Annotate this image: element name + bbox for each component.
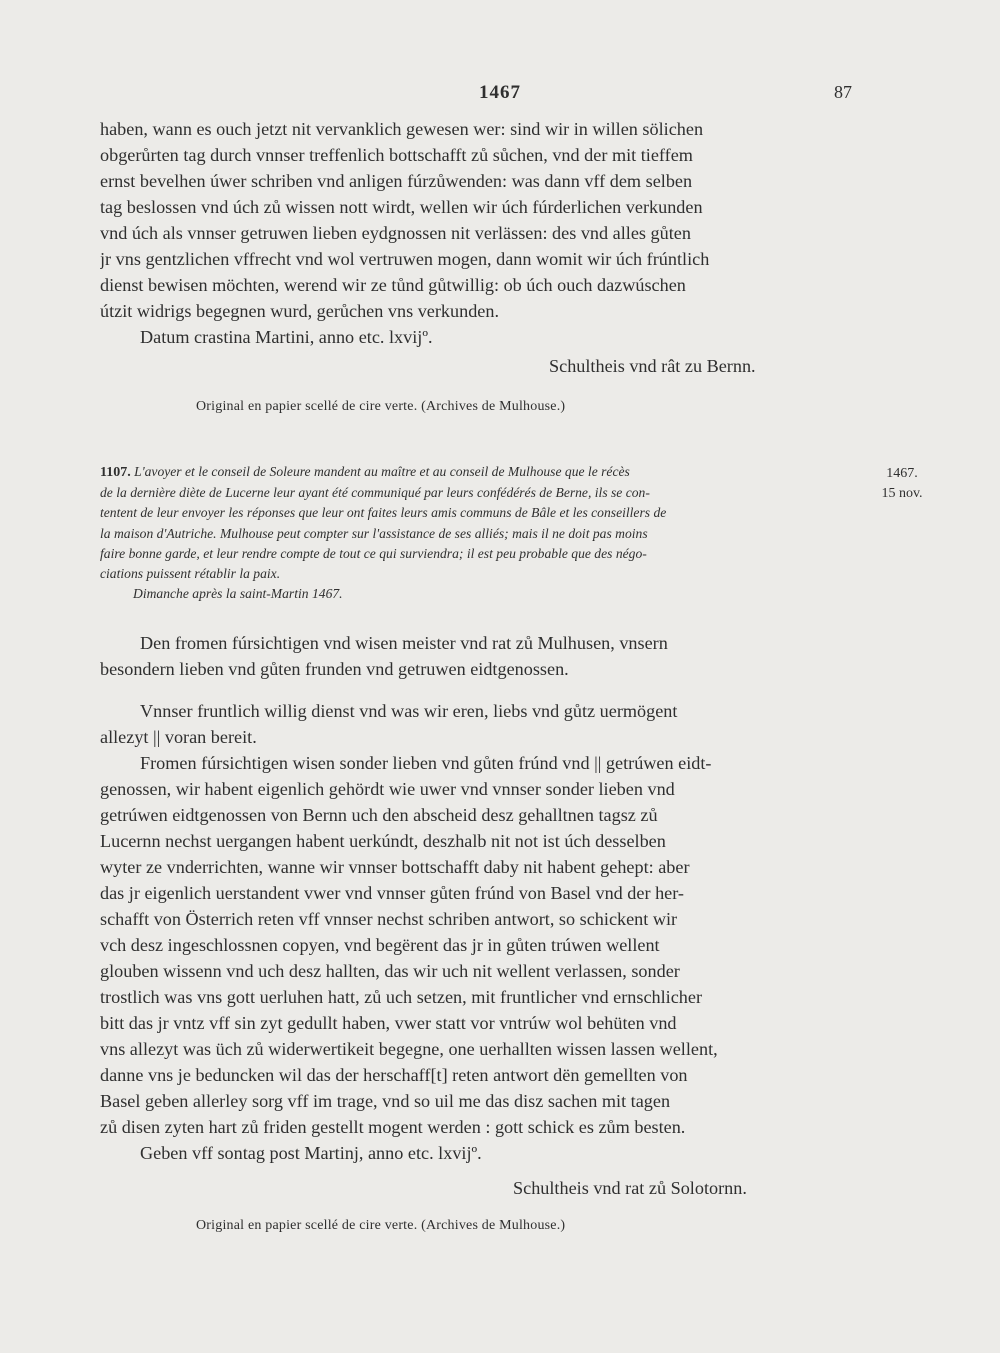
summary-line: de la dernière diète de Lucerne leur ayant été communiqué par leurs confédérés de Berne, ils se con- (100, 485, 650, 501)
text-line: wyter ze vnderrichten, wanne wir vnnser bottschafft daby nit habent gehept: aber (100, 857, 690, 877)
text-line: zů disen zyten hart zů friden gestellt mogent werden : gott schick es zům besten. (100, 1117, 686, 1137)
entry-number: 1107. (100, 465, 131, 480)
page-number: 87 (834, 82, 852, 102)
greeting-line: Vnnser fruntlich willig dienst vnd was wir eren, liebs vnd gůtz uermögent (140, 701, 678, 721)
address-line: besondern lieben vnd gůten frunden vnd getruwen eidtgenossen. (100, 659, 569, 679)
text-line: ernst bevelhen úwer schriben vnd anligen fúrzůwenden: was dann vff dem selben (100, 171, 693, 191)
summary-line: tentent de leur envoyer les réponses que leur ont faites leurs amis communs de Bâle et les conseillers de (100, 505, 667, 521)
letter-1-signature: Schultheis vnd rât zu Bernn. (549, 356, 756, 376)
text-line: bitt das jr vntz vff sin zyt gedullt haben, vwer statt vor vntrúw wol behüten vnd (100, 1013, 677, 1033)
summary-line: la maison d'Autriche. Mulhouse peut compter sur l'assistance de ses alliés; mais il ne doit pas moins (100, 525, 648, 541)
text-line: trostlich was vns gott uerluhen hatt, zů uch setzen, mit fruntlicher vnd ernschlicher (100, 987, 703, 1007)
running-head-year: 1467 (479, 82, 521, 103)
entry-summary (100, 462, 855, 604)
margin-date-note (868, 464, 936, 504)
letter-1-paragraph (100, 116, 852, 350)
letter-2-address (100, 630, 852, 682)
letter-1-date: Datum crastina Martini, anno etc. lxvijº. (140, 327, 433, 347)
letter-1-body (100, 116, 852, 350)
text-line: genossen, wir habent eigenlich gehördt wie uwer vnd vnnser sonder lieben vnd (100, 779, 675, 799)
text-line: Lucernn nechst uergangen habent uerkúndt, deszhalb nit not ist úch desselben (100, 831, 666, 851)
text-line: dienst bewisen möchten, werend wir ze tůnd gůtwillig: ob úch ouch dazwúschen (100, 275, 686, 295)
text-line: haben, wann es ouch jetzt nit vervanklich gewesen wer: sind wir in willen sölichen (100, 119, 704, 139)
text-line: vch desz ingeschlossnen copyen, vnd begërent das jr in gůten trúwen wellent (100, 935, 660, 955)
text-line: vns allezyt was üch zů widerwertikeit begegne, one uerhallten wissen lassen wellent, (100, 1039, 718, 1059)
text-line: Fromen fúrsichtigen wisen sonder lieben vnd gůten frúnd vnd || getrúwen eidt- (140, 753, 712, 773)
letter-2-body (100, 698, 852, 1166)
summary-line: 1107. L'avoyer et le conseil de Soleure mandent au maître et au conseil de Mulhouse que le récès (100, 464, 630, 480)
address-line: Den fromen fúrsichtigen vnd wisen meister vnd rat zů Mulhusen, vnsern (140, 633, 668, 653)
text-line: tag beslossen vnd úch zů wissen nott wirdt, wellen wir úch fúrderlichen verkunden (100, 197, 703, 217)
letter-2-source-note: Original en papier scellé de cire verte. (Archives de Mulhouse.) (196, 1218, 566, 1233)
text-line: glouben wissenn vnd uch desz hallten, das wir uch nit wellent verlassen, sonder (100, 961, 680, 981)
greeting-line: allezyt || voran bereit. (100, 727, 257, 747)
text-line: danne vns je beduncken wil das der herschaff[t] reten antwort dën gemellten von (100, 1065, 688, 1085)
margin-day: 15 nov. (881, 486, 923, 501)
text-line: getrúwen eidtgenossen von Bernn uch den abscheid desz gehalltnen tagsz zů (100, 805, 658, 825)
text-line: obgerůrten tag durch vnnser treffenlich bottschafft zů sůchen, vnd der mit tieffem (100, 145, 693, 165)
entry-date-line: Dimanche après la saint-Martin 1467. (133, 586, 343, 602)
margin-year: 1467. (886, 466, 918, 481)
letter-1-source-note: Original en papier scellé de cire verte. (Archives de Mulhouse.) (196, 399, 566, 414)
text-line: schafft von Österrich reten vff vnnser nechst schriben antwort, so schickent wir (100, 909, 678, 929)
summary-line: faire bonne garde, et leur rendre compte de tout ce qui surviendra; il est peu probable que des négo- (100, 545, 647, 561)
text-line: útzit widrigs begegnen wurd, gerůchen vns verkunden. (100, 301, 500, 321)
letter-2-date: Geben vff sontag post Martinj, anno etc. lxvijº. (140, 1143, 482, 1163)
text-line: vnd úch als vnnser getruwen lieben eydgnossen nit verlässen: des vnd alles gůten (100, 223, 691, 243)
text-line: Basel geben allerley sorg vff im trage, vnd so uil me das disz sachen mit tagen (100, 1091, 671, 1111)
text-line: jr vns gentzlichen vffrecht vnd wol vertruwen mogen, dann womit wir úch frúntlich (100, 249, 710, 269)
text-line: das jr eigenlich uerstandent vwer vnd vnnser gůten frúnd von Basel vnd der her- (100, 883, 684, 903)
summary-line: ciations puissent rétablir la paix. (100, 566, 281, 582)
letter-2-signature: Schultheis vnd rat zů Solotornn. (513, 1178, 747, 1198)
